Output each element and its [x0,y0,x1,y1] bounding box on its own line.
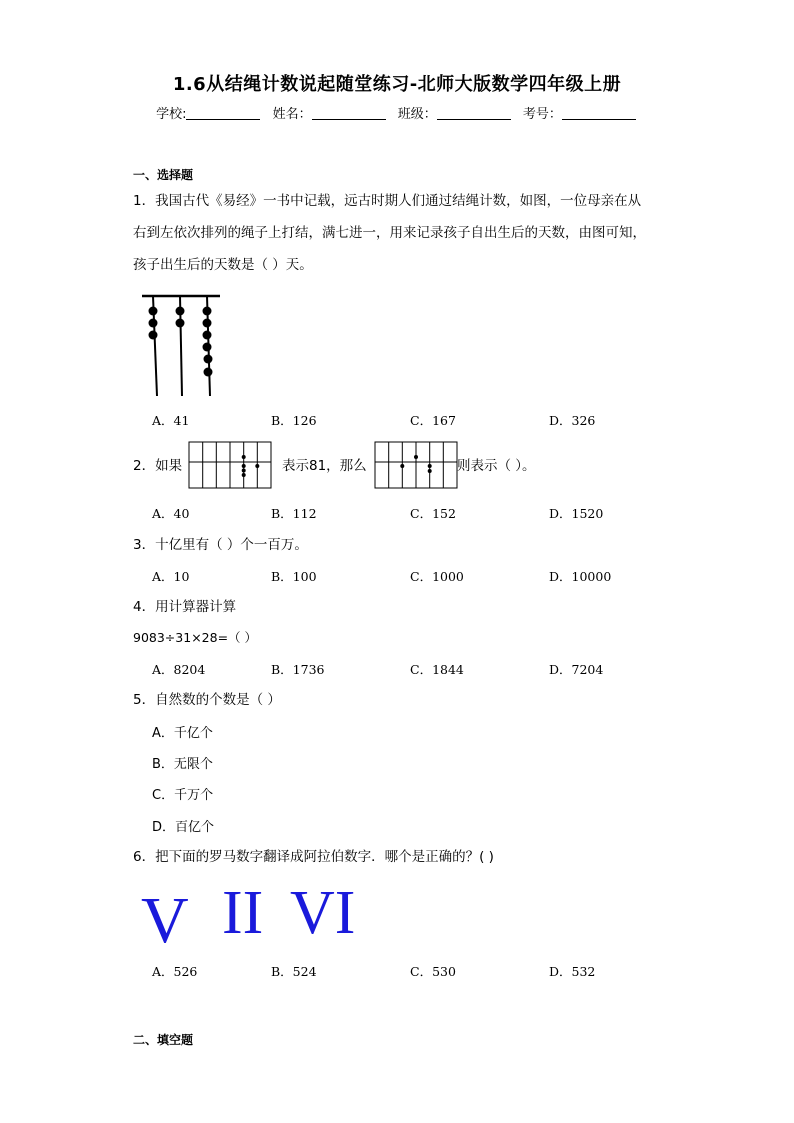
bead [242,473,246,477]
q4-text: 4．用计算器计算 [133,599,237,615]
q4-option-c[interactable]: C．1844 [410,662,464,677]
bead [242,455,246,459]
student-info-line [0,103,794,122]
q6-text: 6．把下面的罗马数字翻译成阿拉伯数字．哪个是正确的？( ) [133,849,494,865]
q6-option-a[interactable]: A．526 [152,964,198,979]
roman-numeral-vi: VI [290,879,356,947]
q1-option-d[interactable]: D．326 [549,413,596,428]
knot [203,307,212,316]
q2-option-b[interactable]: B．112 [271,506,317,521]
q5-option-c[interactable]: C．千万个 [152,788,214,803]
q6-option-c[interactable]: C．530 [410,964,456,979]
counting-board-unknown [374,441,458,489]
q1-line2: 右到左依次排列的绳子上打结，满七进一，用来记录孩子自出生后的天数，由图可知， [133,225,646,241]
class-label: 班级： [397,107,437,122]
q2-option-a[interactable]: A．40 [152,506,190,521]
knot [203,331,212,340]
page-title: 1.6从结绳计数说起随堂练习-北师大版数学四年级上册 [172,74,622,95]
q4-expression: 9083÷31×28=（ ） [133,630,258,645]
knotted-ropes-figure [138,290,228,402]
bead [414,455,418,459]
q2-prefix: 2．如果 [133,458,183,474]
q5-text: 5．自然数的个数是（ ） [133,692,281,708]
school-label: 学校: [156,107,187,122]
section-fill-heading: 二、填空题 [133,1033,194,1047]
q6-option-b[interactable]: B．524 [271,964,317,979]
q2-middle: 表示81，那么 [282,458,367,474]
knot [203,319,212,328]
q2-suffix: 则表示（ ）。 [457,458,536,474]
name-blank[interactable] [312,107,386,120]
q4-option-a[interactable]: A．8204 [152,662,206,677]
number-label: 考号： [522,107,562,122]
roman-numeral-v: V [141,884,189,957]
knot [204,355,213,364]
q4-option-d[interactable]: D．7204 [549,662,604,677]
knot [149,307,158,316]
q3-option-c[interactable]: C．1000 [410,569,464,584]
q2-option-c[interactable]: C．152 [410,506,456,521]
number-blank[interactable] [562,107,636,120]
q1-option-b[interactable]: B．126 [271,413,317,428]
q4-option-b[interactable]: B．1736 [271,662,325,677]
q3-text: 3．十亿里有（ ）个一百万。 [133,537,308,553]
school-blank[interactable] [186,107,260,120]
q5-option-a[interactable]: A．千亿个 [152,726,213,741]
q1-line3: 孩子出生后的天数是（ ）天。 [133,257,313,273]
q1-option-c[interactable]: C．167 [410,413,456,428]
knot [203,343,212,352]
knot [176,319,185,328]
q2-option-d[interactable]: D．1520 [549,506,604,521]
q1-line1: 1．我国古代《易经》一书中记载，远古时期人们通过结绳计数，如图，一位母亲在从 [133,193,642,209]
q3-option-d[interactable]: D．10000 [549,569,612,584]
class-blank[interactable] [437,107,511,120]
q5-option-d[interactable]: D．百亿个 [152,820,215,835]
knot [204,368,213,377]
name-label: 姓名： [272,107,312,122]
bead [428,469,432,473]
bead [255,464,259,468]
counting-board-81 [188,441,272,489]
knot [149,331,158,340]
bead [400,464,404,468]
roman-numeral-ii: II [222,879,264,947]
knot [149,319,158,328]
bead [242,469,246,473]
knot [176,307,185,316]
bead [428,464,432,468]
q6-option-d[interactable]: D．532 [549,964,596,979]
q3-option-a[interactable]: A．10 [152,569,190,584]
bead [242,464,246,468]
q3-option-b[interactable]: B．100 [271,569,317,584]
q1-option-a[interactable]: A．41 [152,413,190,428]
q5-option-b[interactable]: B．无限个 [152,757,213,772]
section-choice-heading: 一、选择题 [133,168,194,182]
